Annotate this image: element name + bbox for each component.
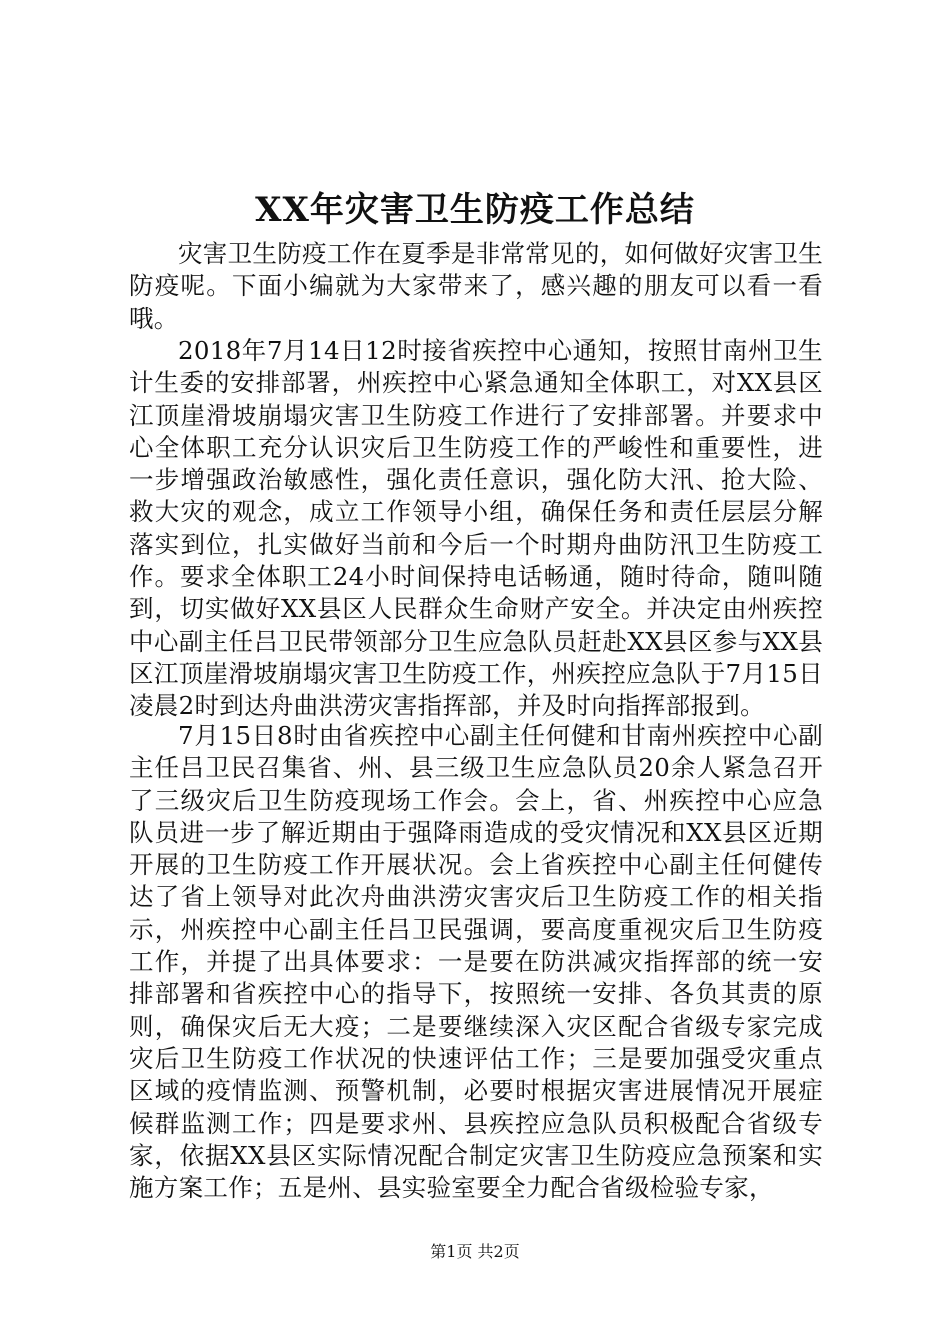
document-title: XX年灾害卫生防疫工作总结 [255,190,695,230]
page-number-footer: 第1页 共2页 [430,1242,520,1261]
paragraph-meeting: 7月15日8时由省疾控中心副主任何健和甘南州疾控中心副主任吕卫民召集省、州、县三级卫生应急队员20余人紧急召开了三级灾后卫生防疫现场工作会。会上，省、州疾控中心应急队员进一步了解近期由于强降雨造成的受灾情况和XX县区近期开展的卫生防疫工作开展状况。会上省疾控中心副主任何健传达了省上领导对此次舟曲洪涝灾害灾后卫生防疫工作的相关指示，州疾控中心副主任吕卫民强调，要高度重视灾后卫生防疫工作，并提了出具体要求：一是要在防洪减灾指挥部的统一安排部署和省疾控中心的指导下，按照统一安排、各负其责的原则，确保灾后无大疫；二是要继续深入灾区配合省级专家完成灾后卫生防疫工作状况的快速评估工作；三是要加强受灾重点区域的疫情监测、预警机制，必要时根据灾害进展情况开展症候群监测工作；四是要求州、县疾控应急队员积极配合省级专家，依据XX县区实际情况配合制定灾害卫生防疫应急预案和实施方案工作；五是州、县实验室要全力配合省级检验专家， [129,721,823,1203]
paragraph-intro: 灾害卫生防疫工作在夏季是非常常见的，如何做好灾害卫生防疫呢。下面小编就为大家带来了，感兴趣的朋友可以看一看哦。 [129,239,823,333]
paragraph-notification: 2018年7月14日12时接省疾控中心通知，按照甘南州卫生计生委的安排部署，州疾控中心紧急通知全体职工，对XX县区江顶崖滑坡崩塌灾害卫生防疫工作进行了安排部署。并要求中心全体职工充分认识灾后卫生防疫工作的严峻性和重要性，进一步增强政治敏感性，强化责任意识，强化防大汛、抢大险、救大灾的观念，成立工作领导小组，确保任务和责任层层分解落实到位，扎实做好当前和今后一个时期舟曲防汛卫生防疫工作。要求全体职工24小时间保持电话畅通，随时待命，随叫随到，切实做好XX县区人民群众生命财产安全。并决定由州疾控中心副主任吕卫民带领部分卫生应急队员赶赴XX县区参与XX县区江顶崖滑坡崩塌灾害卫生防疫工作，州疾控应急队于7月15日凌晨2时到达舟曲洪涝灾害指挥部，并及时向指挥部报到。 [129,336,823,721]
